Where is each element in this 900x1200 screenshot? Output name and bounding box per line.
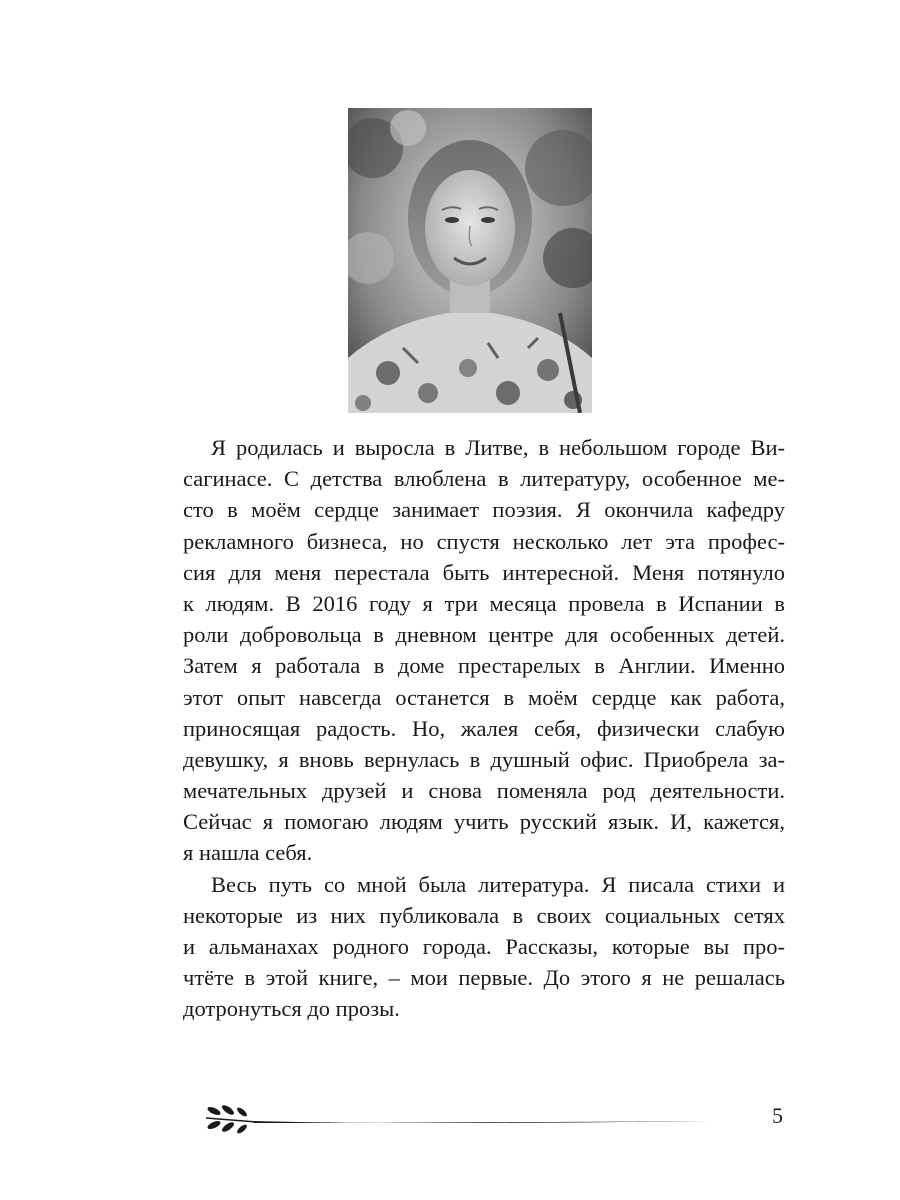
page-number: 5 (772, 1103, 783, 1128)
bio-line: этот опыт навсегда останется в моём сердце как работа, (183, 684, 785, 710)
bio-line: роли добровольца в дневном центре для особенных детей. (183, 622, 785, 648)
author-photo-image (348, 108, 592, 413)
bio-line: мечательных друзей и снова поменяла род деятельности. (183, 778, 785, 804)
bio-line: чтёте в этой книге, – мои первые. До этого я не решалась (183, 965, 785, 991)
bio-line: я нашла себя. (183, 840, 313, 866)
bio-text (183, 432, 785, 1025)
bio-line: дотронуться до прозы. (183, 996, 400, 1022)
footer-rule (254, 1121, 710, 1123)
bio-line: Я родилась и выросла в Литве, в небольшом городе Ви- (211, 435, 785, 460)
bio-line: Сейчас я помогаю людям учить русский язык. И, кажется, (183, 809, 785, 835)
author-photo (348, 108, 592, 413)
bio-line: сагинасе. С детства влюблена в литературу, особенное ме- (183, 466, 785, 492)
bio-line: приносящая радость. Но, жалея себя, физически слабую (183, 715, 785, 741)
bio-line: Затем я работала в доме престарелых в Англии. Именно (183, 653, 785, 679)
bio-line: некоторые из них публиковала в своих социальных сетях (183, 902, 785, 928)
bio-line: к людям. В 2016 году я три месяца провела в Испании в (183, 590, 785, 616)
leaf-sprig-icon (206, 1104, 256, 1135)
bio-line: Весь путь со мной была литература. Я писала стихи и (211, 871, 785, 897)
bio-line: и альманахах родного города. Рассказы, которые вы про- (183, 934, 785, 959)
bio-line: сия для меня перестала быть интересной. Меня потянуло (183, 559, 785, 585)
bio-line: рекламного бизнеса, но спустя несколько лет эта профес- (183, 528, 785, 554)
bio-line: девушку, я вновь вернулась в душный офис. Приобрела за- (183, 746, 785, 772)
bio-line: сто в моём сердце занимает поэзия. Я окончила кафедру (183, 497, 785, 523)
footer-ornament (200, 1098, 720, 1143)
